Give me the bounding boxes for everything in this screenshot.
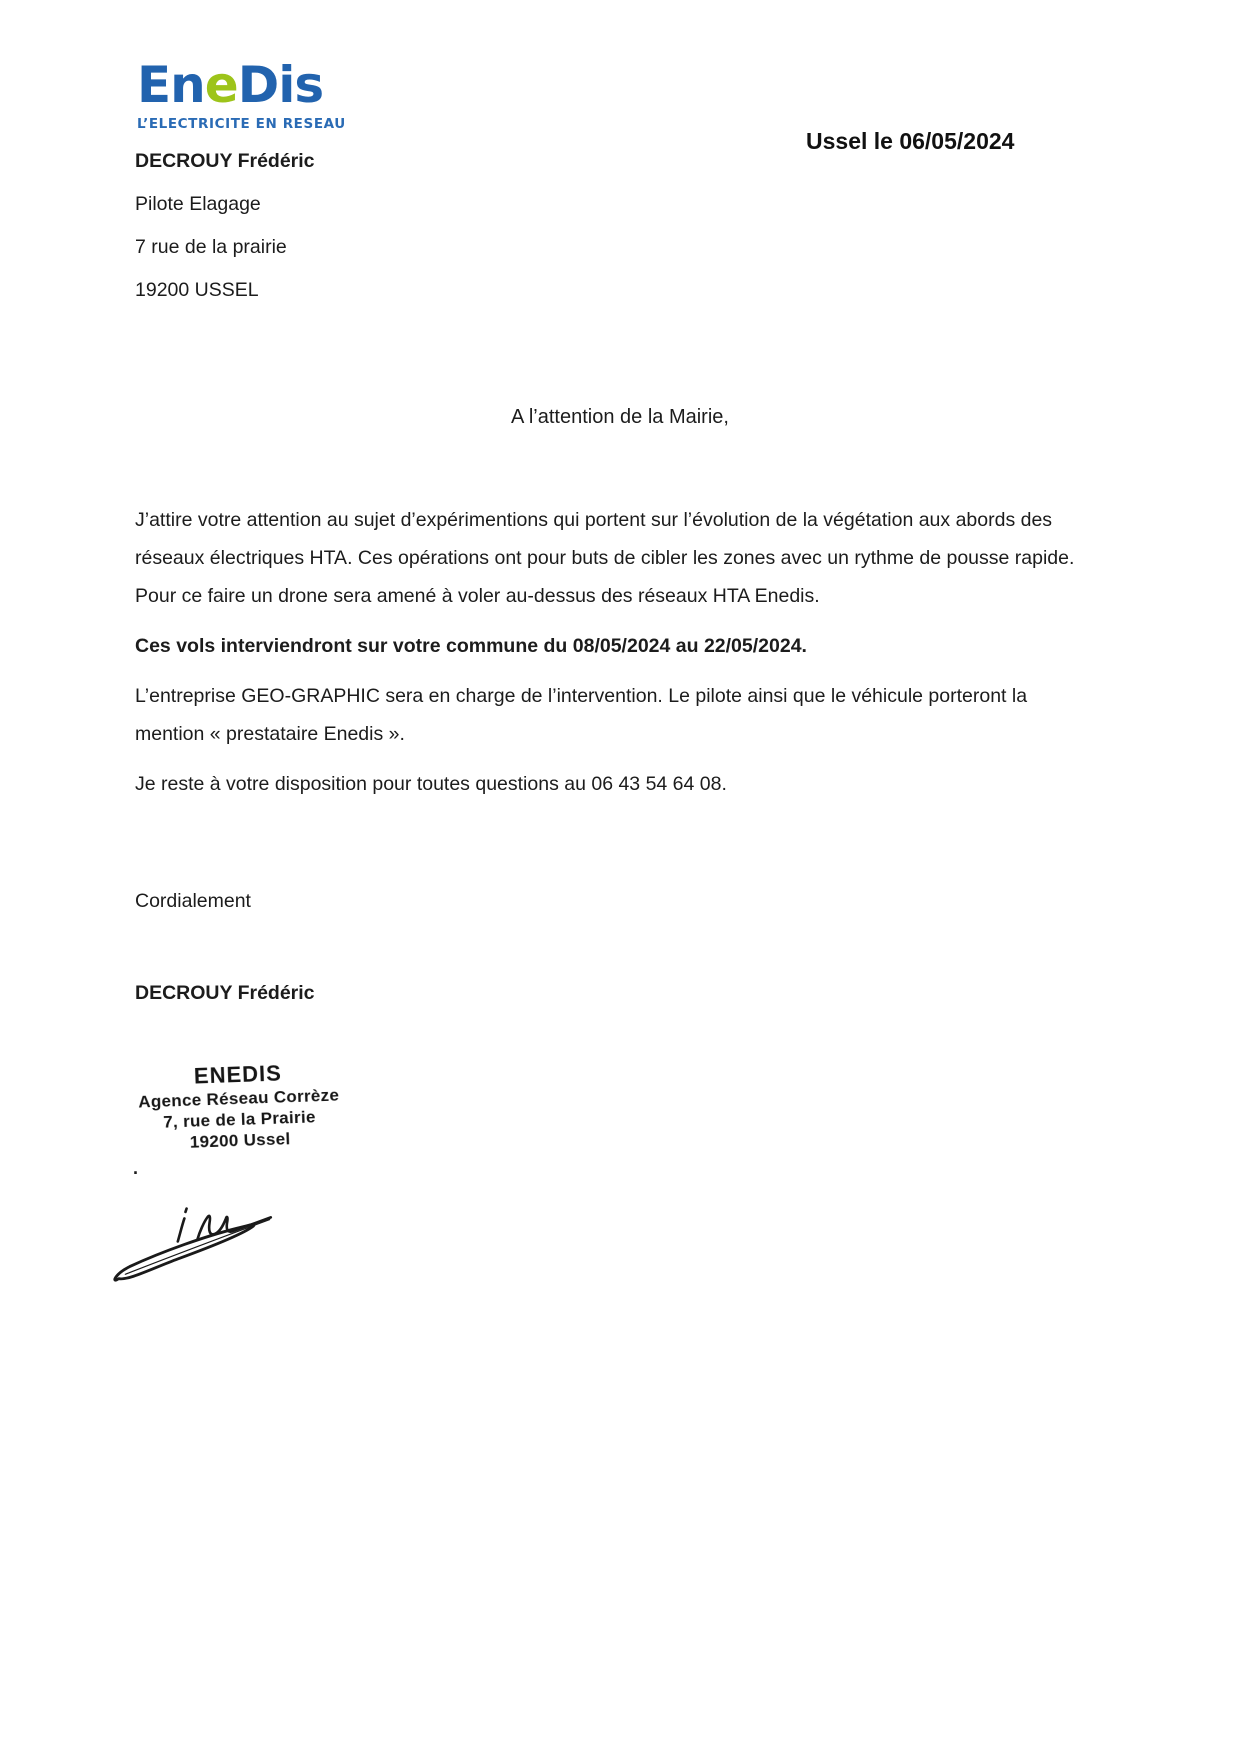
closing-signatory-name: DECROUY Frédéric xyxy=(135,982,315,1004)
body-paragraph-1: J’attire votre attention au sujet d’expérimentions qui portent sur l’évolution de la végétation aux abords des réseaux électriques HTA. Ces opérations ont pour buts de cibler les zones avec un rythme de pousse rapide. Pour ce faire un drone sera amené à voler au-dessus des réseaux HTA Enedis. xyxy=(135,509,1075,607)
enedis-stamp xyxy=(123,1058,356,1155)
sender-name: DECROUY Frédéric xyxy=(135,150,315,172)
letter-body xyxy=(135,501,1100,815)
stamp-agency: Agence Réseau Corrèze xyxy=(137,1085,340,1112)
stamp-company: ENEDIS xyxy=(193,1060,283,1089)
body-paragraph-3: L’entreprise GEO-GRAPHIC sera en charge de l’intervention. Le pilote ainsi que le véhicule porteront la mention « prestataire Enedis ». xyxy=(135,685,1028,745)
stamp-city: 19200 Ussel xyxy=(189,1129,291,1152)
sender-block xyxy=(135,150,315,322)
sender-role: Pilote Elagage xyxy=(135,193,261,215)
sender-address-street: 7 rue de la prairie xyxy=(135,236,287,258)
enedis-logo xyxy=(137,56,346,132)
logo-text-dis: Dis xyxy=(237,56,324,114)
letter-date: Ussel le 06/05/2024 xyxy=(806,128,1015,154)
logo-text-en: En xyxy=(137,56,205,114)
enedis-logo-wordmark xyxy=(137,56,346,114)
signature-icon xyxy=(110,1203,285,1293)
stamp-street: 7, rue de la Prairie xyxy=(162,1107,316,1132)
body-paragraph-2-dates: Ces vols interviendront sur votre commune du 08/05/2024 au 22/05/2024. xyxy=(135,635,807,657)
closing-salutation: Cordialement xyxy=(135,890,251,912)
recipient-line: A l’attention de la Mairie, xyxy=(511,406,729,428)
handwritten-signature xyxy=(110,1203,285,1298)
body-paragraph-4: Je reste à votre disposition pour toutes questions au 06 43 54 64 08. xyxy=(135,773,727,795)
logo-text-e: e xyxy=(204,56,238,114)
sender-address-city: 19200 USSEL xyxy=(135,279,259,301)
enedis-logo-tagline: L’ELECTRICITE EN RESEAU xyxy=(137,116,346,132)
stamp-stray-dot: . xyxy=(133,1158,139,1178)
